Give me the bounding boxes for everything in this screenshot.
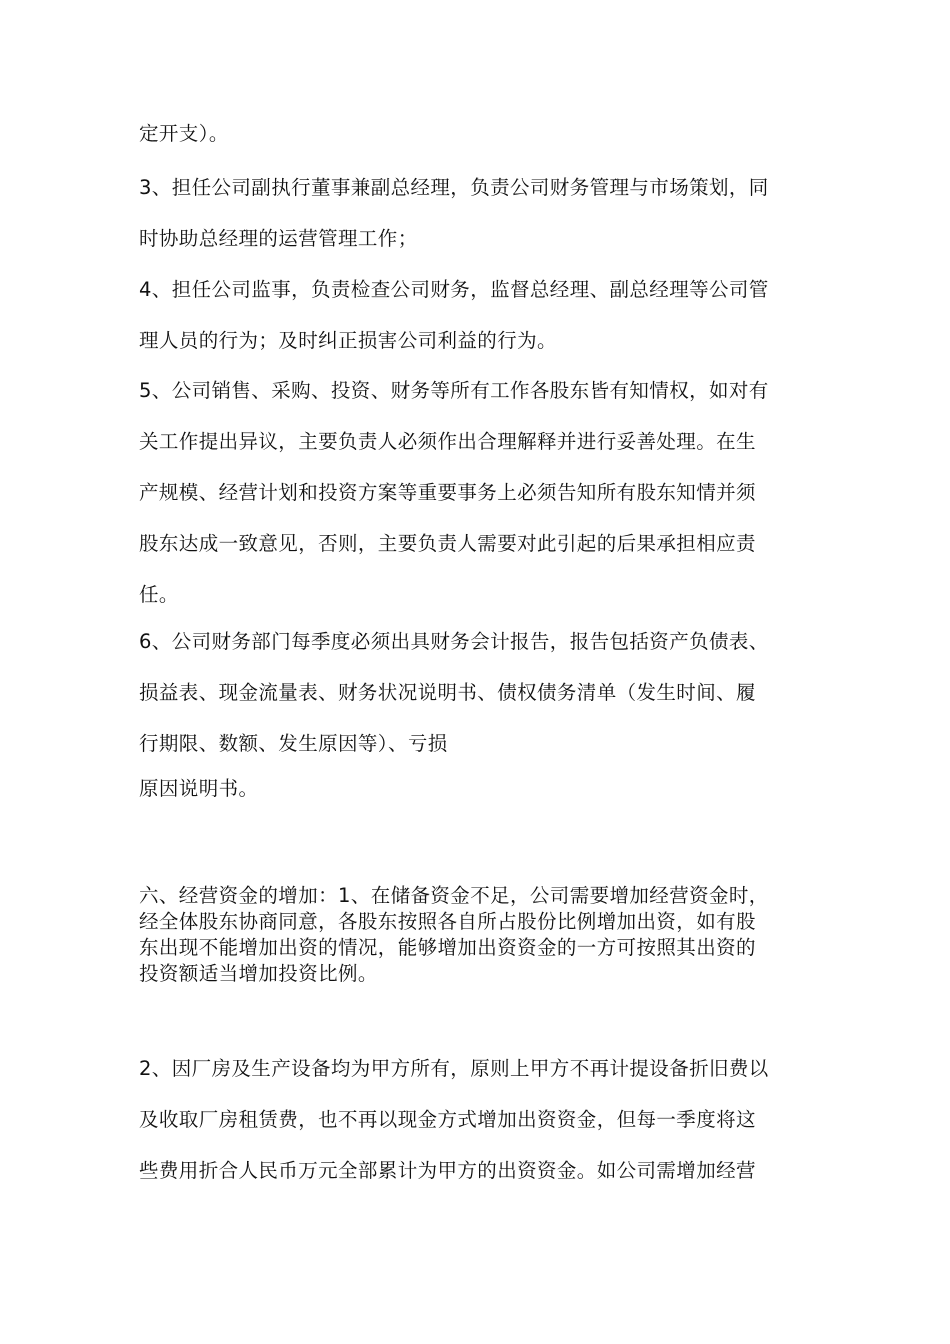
- text-line: 及收取厂房租赁费，也不再以现金方式增加出资资金，但每一季度将这: [139, 1108, 756, 1131]
- text-line: 时协助总经理的运营管理工作；: [139, 227, 418, 250]
- paragraph-section-6-item-2: [139, 1043, 819, 1196]
- text-line: 产规模、经营计划和投资方案等重要事务上必须告知所有股东知情并须: [139, 481, 756, 504]
- paragraph-item-4: [139, 264, 819, 366]
- text-line: 六、经营资金的增加：1、在储备资金不足，公司需要增加经营资金时，: [139, 884, 769, 907]
- text-line: 理人员的行为；及时纠正损害公司利益的行为。: [139, 329, 557, 352]
- paragraph-continuation: [139, 108, 819, 159]
- text-line: 股东达成一致意见，否则，主要负责人需要对此引起的后果承担相应责: [139, 532, 756, 555]
- text-line: 关工作提出异议，主要负责人必须作出合理解释并进行妥善处理。在生: [139, 430, 756, 453]
- text-line: 任。: [139, 583, 179, 606]
- text-line: 投资额适当增加投资比例。: [139, 962, 378, 985]
- text-line: 定开支）。: [139, 122, 229, 145]
- text-line: 行期限、数额、发生原因等）、亏损: [139, 732, 448, 755]
- text-line: 经全体股东协商同意，各股东按照各自所占股份比例增加出资，如有股: [139, 910, 756, 933]
- paragraph-item-5: [139, 365, 819, 620]
- text-line: 损益表、现金流量表、财务状况说明书、债权债务清单（发生时间、履: [139, 681, 756, 704]
- paragraph-section-6: [139, 883, 819, 987]
- text-line: 原因说明书。: [139, 777, 259, 800]
- text-line: 3、担任公司副执行董事兼副总经理，负责公司财务管理与市场策划，同: [139, 176, 769, 199]
- text-line: 东出现不能增加出资的情况，能够增加出资资金的一方可按照其出资的: [139, 936, 756, 959]
- text-line: 6、公司财务部门每季度必须出具财务会计报告，报告包括资产负债表、: [139, 630, 769, 653]
- paragraph-item-6: [139, 616, 819, 769]
- text-line: 5、公司销售、采购、投资、财务等所有工作各股东皆有知情权，如对有: [139, 379, 769, 402]
- text-line: 4、担任公司监事，负责检查公司财务，监督总经理、副总经理等公司管: [139, 278, 769, 301]
- text-line: 些费用折合人民币万元全部累计为甲方的出资资金。如公司需增加经营: [139, 1159, 756, 1182]
- paragraph-item-3: [139, 162, 819, 264]
- text-line: 2、因厂房及生产设备均为甲方所有，原则上甲方不再计提设备折旧费以: [139, 1057, 769, 1080]
- paragraph-item-6-tail: [139, 776, 819, 802]
